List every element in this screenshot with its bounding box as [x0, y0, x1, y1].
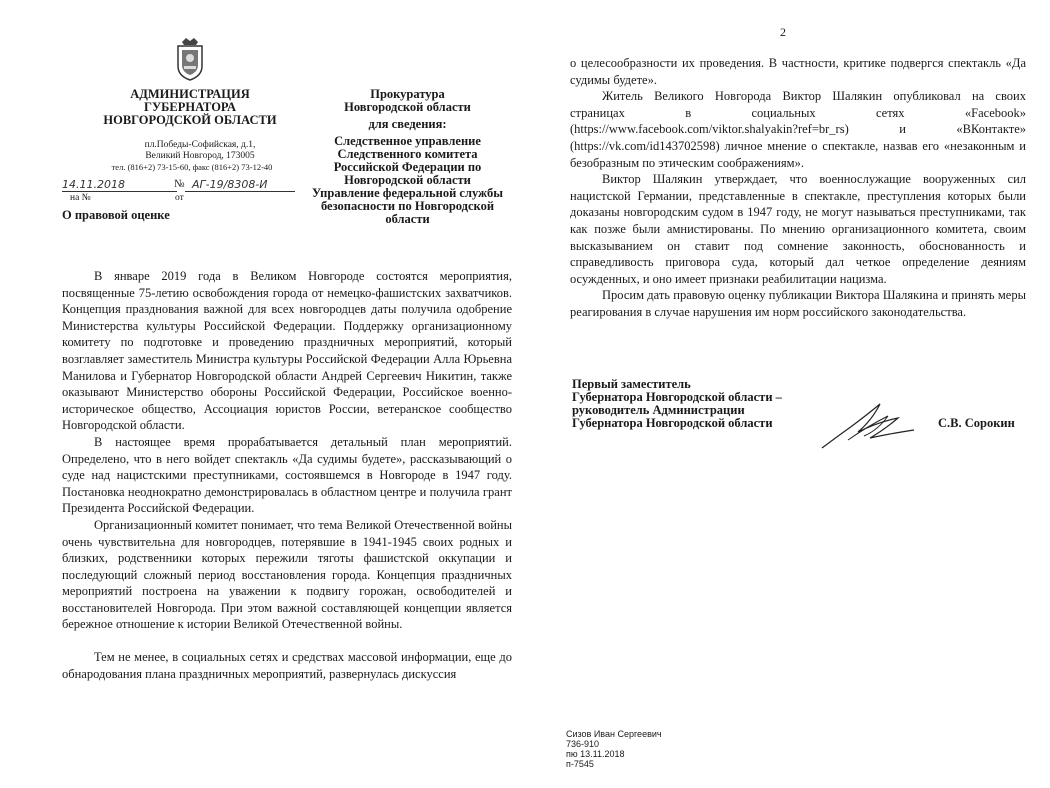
body-text-page-1: [62, 268, 512, 682]
paragraph: Виктор Шалякин утверждает, что военнослужащие вооруженных сил нацистской Германии, представленные в спектакле, преступления которых были доказаны новгородским судом в 1947 году, не могут называться преступниками, так как позже были амнистированы. По мнению организационного комитета, своим высказыванием он ставит под сомнение законность, обоснованность и справедливость приговора суда, который дал четкое определение деяниям осужденных, и оно имеет признаки реабилитации нацизма.: [570, 172, 1026, 286]
organization-address: [90, 140, 310, 162]
recipient-line: области: [385, 212, 430, 226]
recipient-line: Новгородской области: [344, 100, 471, 114]
registration-number: АГ-19/8308-И: [192, 178, 268, 191]
page-number: 2: [780, 25, 786, 39]
for-info-label: для сведения:: [368, 117, 447, 131]
registration-number-label: №: [174, 178, 185, 190]
coat-of-arms-icon: [172, 36, 208, 82]
paragraph: В январе 2019 года в Великом Новгороде состоятся мероприятия, посвященные 75-летию освобождения города от немецко-фашистских захватчиков. Концепция празднования важной для всех новгородцев даты получила одобрение Министерства культуры Российской Федерации. Поддержку организационному комитету по подготовке и проведению праздничных мероприятий, который возглавляет заместитель Министра культуры Российской Федерации Алла Юрьевна Манилова и Губернатор Новгородской области Андрей Сергеевич Никитин, также оказывают Министерство обороны Российской Федерации, Российское военно-историческое общество, Ассоциация юристов России, ветеранское сообщество Новгородской области.: [62, 269, 512, 433]
signatory-title: [572, 378, 812, 430]
paragraph: Просим дать правовую оценку публикации Виктора Шалякина и принять меры реагирования в случае нарушения им норм российского законодательства.: [570, 288, 1026, 319]
paragraph-continuation: о целесообразности их проведения. В частности, критике подвергся спектакль «Да судимы будете».: [570, 56, 1026, 87]
registration-date: 14.11.2018: [62, 178, 125, 191]
reference-number-label: на №: [70, 193, 91, 203]
signatory-line: Губернатора Новгородской области: [572, 416, 773, 430]
divider: [185, 191, 295, 192]
org-line: НОВГОРОДСКОЙ ОБЛАСТИ: [103, 113, 277, 127]
signatory-line: руководитель Администрации: [572, 403, 745, 417]
document-subject: О правовой оценке: [62, 208, 170, 222]
body-text-page-2: [570, 55, 1026, 321]
organization-phones: тел. (816+2) 73-15-60, факс (816+2) 73-12-40: [111, 162, 273, 172]
signatory-line: Первый заместитель: [572, 377, 691, 391]
executor-line: п-7545: [566, 759, 594, 769]
paragraph: Житель Великого Новгорода Виктор Шалякин опубликовал на своих страницах в социальных сетях «Facebook» (https://www.facebook.com/viktor.shalyakin?ref=br_rs) и «ВКонтакте» (https://vk.com/id143702598) личное мнение о спектакле, назвав его «незаконным и безобразным по этическим соображениям».: [570, 89, 1026, 170]
address-line: пл.Победы-Софийская, д.1,: [144, 140, 256, 150]
paragraph: В настоящее время прорабатывается детальный план мероприятий. Определено, что в него войдет спектакль «Да судимы будете», рассказывающий о суде над нацистскими преступниками, состоявшемся в Новгороде в 1947 году. Постановка неоднократно демонстрировалась в областном центре и получила грант Президента Российской Федерации.: [62, 434, 512, 516]
recipient-line: Прокуратура: [370, 87, 445, 101]
handwritten-signature: [818, 396, 922, 456]
recipient-line: безопасности по Новгородской: [320, 199, 495, 213]
organization-name: [70, 88, 310, 127]
recipient-line: Российской Федерации по: [333, 160, 482, 174]
recipient-line: Новгородской области: [344, 173, 471, 187]
recipients-block: [300, 88, 515, 226]
reference-date-label: от: [175, 193, 184, 203]
org-line: АДМИНИСТРАЦИЯ: [130, 87, 250, 101]
executor-line: пю 13.11.2018: [566, 749, 625, 759]
recipient-line: Следственного комитета: [337, 147, 478, 161]
recipient-line: Управление федеральной службы: [312, 186, 503, 200]
divider: [62, 191, 177, 192]
executor-info: [566, 729, 662, 769]
signatory-line: Губернатора Новгородской области –: [572, 390, 782, 404]
recipient-line: Следственное управление: [334, 134, 481, 148]
paragraph: Тем не менее, в социальных сетях и средствах массовой информации, еще до обнародования плана праздничных мероприятий, развернулась дискуссия: [62, 650, 512, 681]
signatory-name: С.В. Сорокин: [938, 416, 1015, 430]
paragraph: Организационный комитет понимает, что тема Великой Отечественной войны очень чувствительна для новгородцев, потерявшие в 1941-1945 своих родных и близких, родственники которых пережили тяготы фашистской оккупации и последующий сложный период восстановления города. Концепция праздничных мероприятий построена на уважении к подвигу горожан, освободителей и восстановителей Новгорода. При этом важной составляющей концепции является бережное отношение к истории Великой Отечественной войны.: [62, 517, 512, 632]
address-line: Великий Новгород, 173005: [145, 151, 255, 161]
executor-line: Сизов Иван Сергеевич: [566, 729, 662, 739]
org-line: ГУБЕРНАТОРА: [144, 100, 236, 114]
executor-line: 736-910: [566, 739, 600, 749]
